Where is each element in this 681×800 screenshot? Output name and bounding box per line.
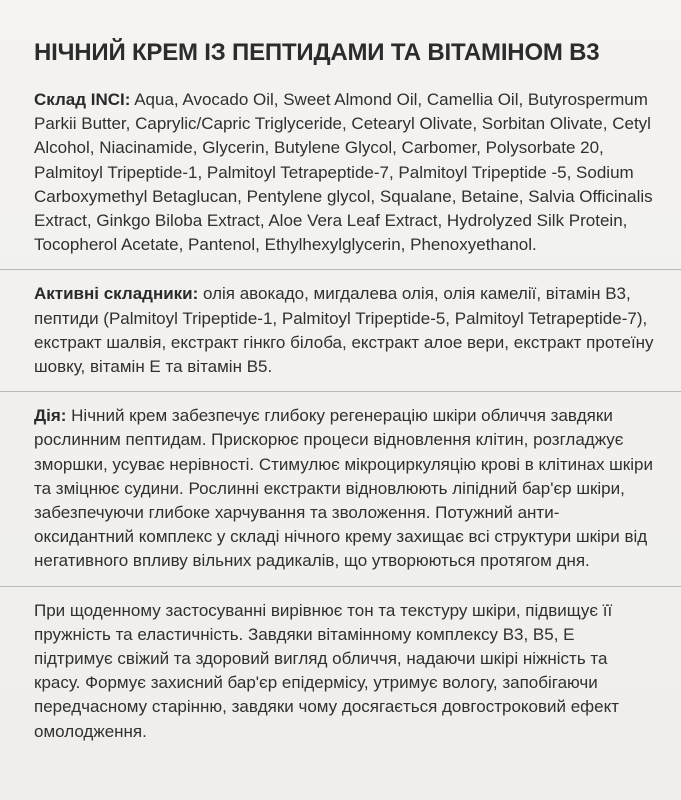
action-text: Нічний крем забезпечує глибоку регенерацію шкіри обличчя завдяки рослинним пептидам. Прискорює процеси відновлення клітин, розгладжує зморшки, усуває нерівності. Стимулює мікроциркуляцію крові в клітинах шкіри та зміцнює судини. Рослинні екстракти відновлюють ліпідний бар'єр шкіри, забезпечуючи глибоке харчування та зволоження. Потужний анти-оксидантний комплекс у складі нічного крему захищає всі структури шкіри від негативного впливу вільних радикалів, що утворюються протягом дня. <box>34 406 653 571</box>
composition-text: Aqua, Avocado Oil, Sweet Almond Oil, Camellia Oil, Butyrospermum Parkii Butter, Caprylic/Capric Triglyceride, Cetearyl Olivate, Sorbitan Olivate, Cetyl Alcohol, Niacinamide, Glycerin, Butylene Glycol, Carbomer, Polysorbate 20, Palmitoyl Tripeptide-1, Palmitoyl Tetrapeptide-7, Palmitoyl Tripeptide -5, Sodium Carboxymethyl Betaglucan, Pentylene glycol, Squalane, Betaine, Salvia Officinalis Extract, Ginkgo Biloba Extract, Aloe Vera Leaf Extract, Hydrolyzed Silk Protein, Tocopherol Acetate, Pantenol, Ethylhexylglycerin, Phenoxyethanol. <box>34 90 653 255</box>
composition-label: Склад INCI: <box>34 90 131 109</box>
active-ingredients-label: Активні складники: <box>34 284 199 304</box>
page-title: НІЧНИЙ КРЕМ ІЗ ПЕПТИДАМИ ТА ВІТАМІНОМ В3 <box>34 39 600 66</box>
active-ingredients-paragraph <box>34 282 655 379</box>
active-ingredients-text: олія авокадо, мигдалева олія, олія камелії, вітамін В3, пептиди (Palmitoyl Tripeptide-1, Palmitoyl Tripeptide-5, Palmitoyl Tetrapeptide-7), екстракт шалвія, екстракт гінкго білоба, екстракт алое вери, екстракт протеїну шовку, вітамін Е та вітамін В5. <box>34 284 654 377</box>
usage-paragraph: При щоденному застосуванні вирівнює тон та текстуру шкіри, підвищує її пружність та еластичність. Завдяки вітамінному комплексу В3, В5, Е підтримує свіжий та здоровий вигляд обличчя, надаючи шкірі ніжність та красу. Формує захисний бар'єр епідермісу, утримує вологу, запобігаючи передчасному старінню, завдяки чому досягається довгостроковий ефект омолодження. <box>34 600 620 741</box>
divider <box>0 586 681 587</box>
action-label: Дія: <box>34 406 67 426</box>
action-paragraph <box>34 404 655 573</box>
divider <box>0 269 681 270</box>
composition-paragraph <box>34 88 655 257</box>
divider <box>0 391 681 392</box>
